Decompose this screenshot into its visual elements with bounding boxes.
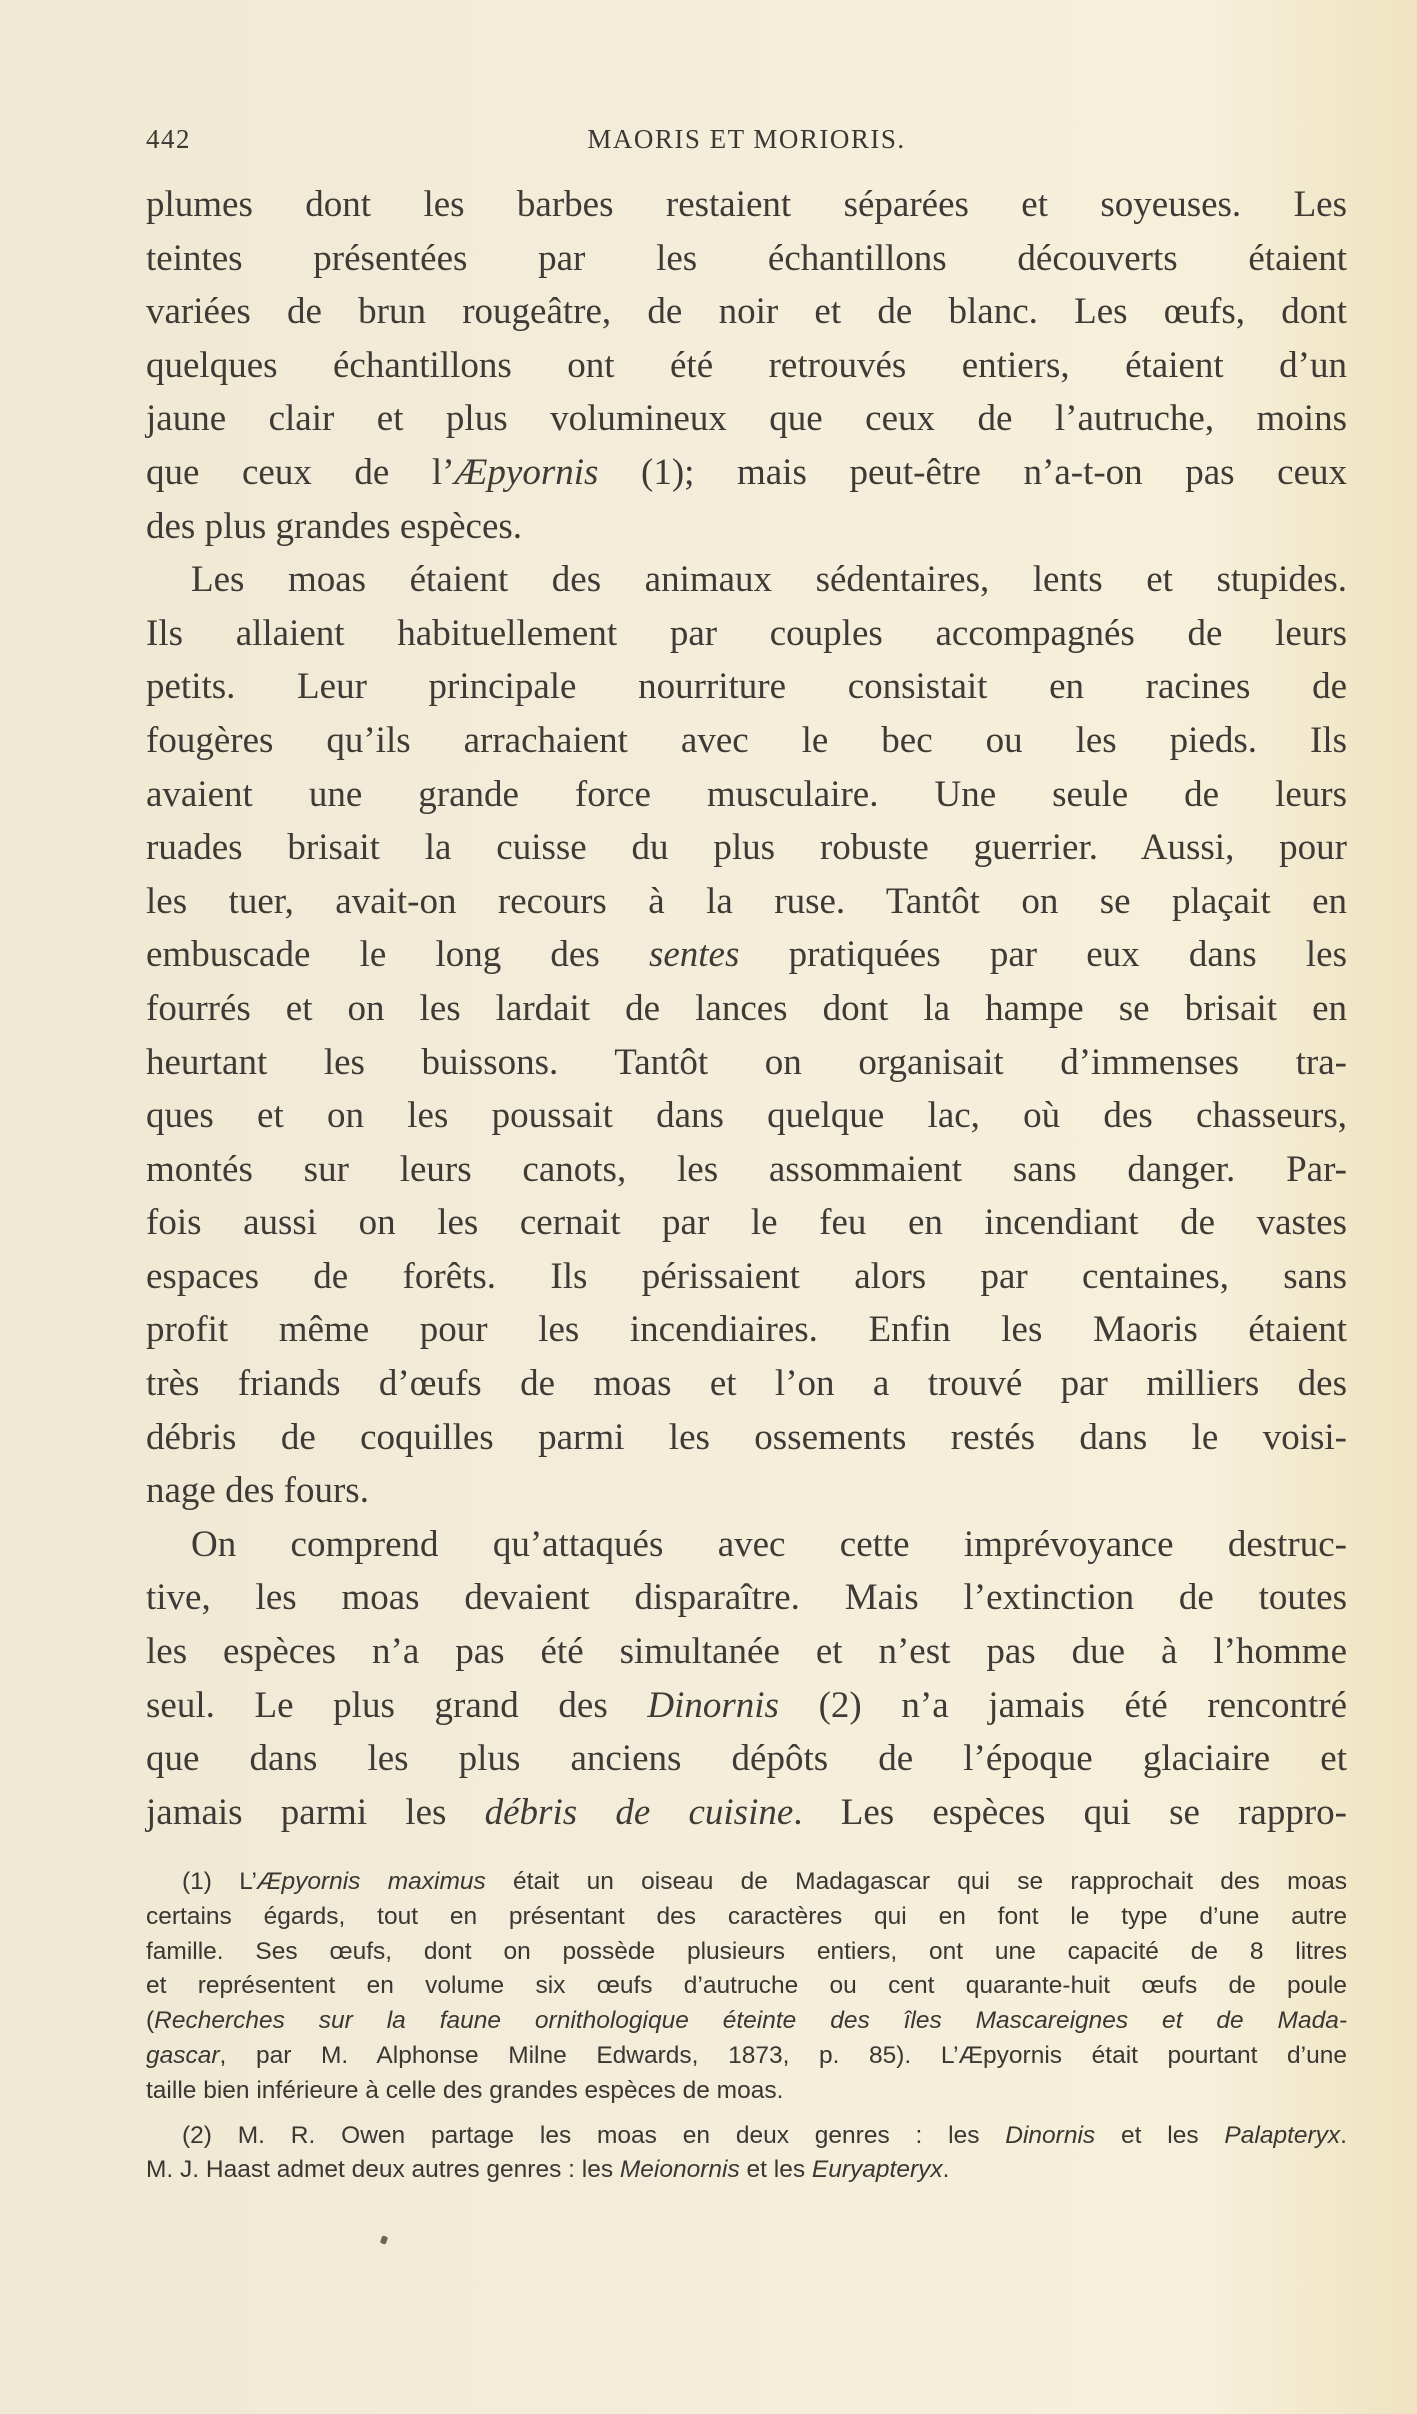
text-line: que ceux de l’Æpyornis (1); mais peut-être n’a-t-on pas ceux — [146, 451, 1348, 493]
text-line: On comprend qu’attaqués avec cette imprévoyance destruc- — [191, 1523, 1347, 1565]
text-line: quelques échantillons ont été retrouvés entiers, étaient d’un — [146, 344, 1347, 386]
text-line: embuscade le long des sentes pratiquées par eux dans les — [146, 934, 1347, 976]
footnote-line: taille bien inférieure à celle des grandes espèces de moas. — [146, 2076, 784, 2104]
italic-term: Æpyornis maximus — [256, 1868, 486, 1895]
footnote-line: famille. Ses œufs, dont on possède plusieurs entiers, ont une capacité de 8 litres — [146, 1937, 1347, 1965]
page-number: 442 — [146, 124, 191, 154]
text-line: les espèces n’a pas été simultanée et n’est pas due à l’homme — [146, 1631, 1347, 1673]
text-line: des plus grandes espèces. — [146, 505, 523, 547]
text-line: teintes présentées par les échantillons découverts étaient — [146, 237, 1347, 279]
text-line: très friands d’œufs de moas et l’on a trouvé par milliers des — [146, 1363, 1347, 1405]
footnote-line: M. J. Haast admet deux autres genres : les Meionornis et les Euryapteryx. — [146, 2156, 950, 2184]
italic-term: Dinornis — [1005, 2121, 1096, 2149]
footnote-line: et représentent en volume six œufs d’autruche ou cent quarante-huit œufs de poule — [146, 1972, 1347, 2000]
text-line: montés sur leurs canots, les assommaient sans danger. Par- — [146, 1148, 1347, 1190]
text-line: heurtant les buissons. Tantôt on organisait d’immenses tra- — [146, 1041, 1347, 1083]
text-line: ruades brisait la cuisse du plus robuste guerrier. Aussi, pour — [146, 827, 1347, 869]
text-line: avaient une grande force musculaire. Une seule de leurs — [146, 773, 1347, 815]
italic-title: Recherches sur la faune ornithologique éteinte des îles Mascareignes et de Mada- — [154, 2007, 1347, 2035]
text-line: jamais parmi les débris de cuisine. Les espèces qui se rappro- — [146, 1791, 1347, 1833]
text-line: ques et on les poussait dans quelque lac, où des chasseurs, — [146, 1095, 1347, 1137]
italic-term: Euryapteryx — [811, 2156, 943, 2184]
running-head — [146, 124, 1347, 164]
text-line: tive, les moas devaient disparaître. Mais l’extinction de toutes — [146, 1577, 1347, 1619]
text-line: petits. Leur principale nourriture consistait en racines de — [146, 666, 1347, 708]
footnote-line: (2) M. R. Owen partage les moas en deux genres : les Dinornis et les Palapteryx. — [182, 2121, 1347, 2149]
text-line: plumes dont les barbes restaient séparées et soyeuses. Les — [146, 184, 1347, 225]
running-title: MAORIS ET MORIORIS. — [587, 124, 906, 154]
text-line: fois aussi on les cernait par le feu en incendiant de vastes — [146, 1202, 1347, 1244]
text-line: que dans les plus anciens dépôts de l’époque glaciaire et — [146, 1738, 1347, 1780]
text-line: profit même pour les incendiaires. Enfin les Maoris étaient — [146, 1309, 1347, 1351]
text-line: fougères qu’ils arrachaient avec le bec ou les pieds. Ils — [146, 719, 1347, 761]
footnote-line: (1) L’Æpyornis maximus était un oiseau de Madagascar qui se rapprochait des moas — [182, 1868, 1347, 1895]
text-line: Les moas étaient des animaux sédentaires, lents et stupides. — [191, 559, 1347, 601]
italic-title: gascar — [146, 2041, 220, 2069]
italic-term: Dinornis — [647, 1684, 779, 1726]
footnote-line: (Recherches sur la faune ornithologique éteinte des îles Mascareignes et de Mada- — [146, 2007, 1347, 2035]
italic-term: Meionornis — [619, 2156, 740, 2184]
text-line: Ils allaient habituellement par couples accompagnés de leurs — [146, 612, 1347, 654]
italic-term: Æpyornis — [454, 451, 599, 493]
text-line: espaces de forêts. Ils périssaient alors par centaines, sans — [146, 1255, 1347, 1297]
body-text — [146, 178, 1347, 1839]
text-line: fourrés et on les lardait de lances dont la hampe se brisait en — [146, 987, 1347, 1029]
italic-term: sentes — [648, 934, 740, 976]
ink-speck — [380, 2235, 388, 2245]
text-line: jaune clair et plus volumineux que ceux de l’autruche, moins — [146, 398, 1347, 440]
footnote-line: gascar, par M. Alphonse Milne Edwards, 1873, p. 85). L’Æpyornis était pourtant d’une — [146, 2041, 1347, 2069]
footnotes — [146, 1865, 1347, 2188]
italic-term: débris de cuisine — [484, 1791, 794, 1833]
text-line: seul. Le plus grand des Dinornis (2) n’a jamais été rencontré — [146, 1684, 1347, 1726]
text-line: débris de coquilles parmi les ossements restés dans le voisi- — [146, 1416, 1347, 1458]
text-line: variées de brun rougeâtre, de noir et de blanc. Les œufs, dont — [146, 291, 1347, 333]
text-line: nage des fours. — [146, 1470, 369, 1512]
text-line: les tuer, avait-on recours à la ruse. Tantôt on se plaçait en — [146, 880, 1347, 922]
italic-term: Palapteryx — [1224, 2121, 1341, 2149]
footnote-line: certains égards, tout en présentant des caractères qui en font le type d’une autre — [146, 1902, 1347, 1930]
